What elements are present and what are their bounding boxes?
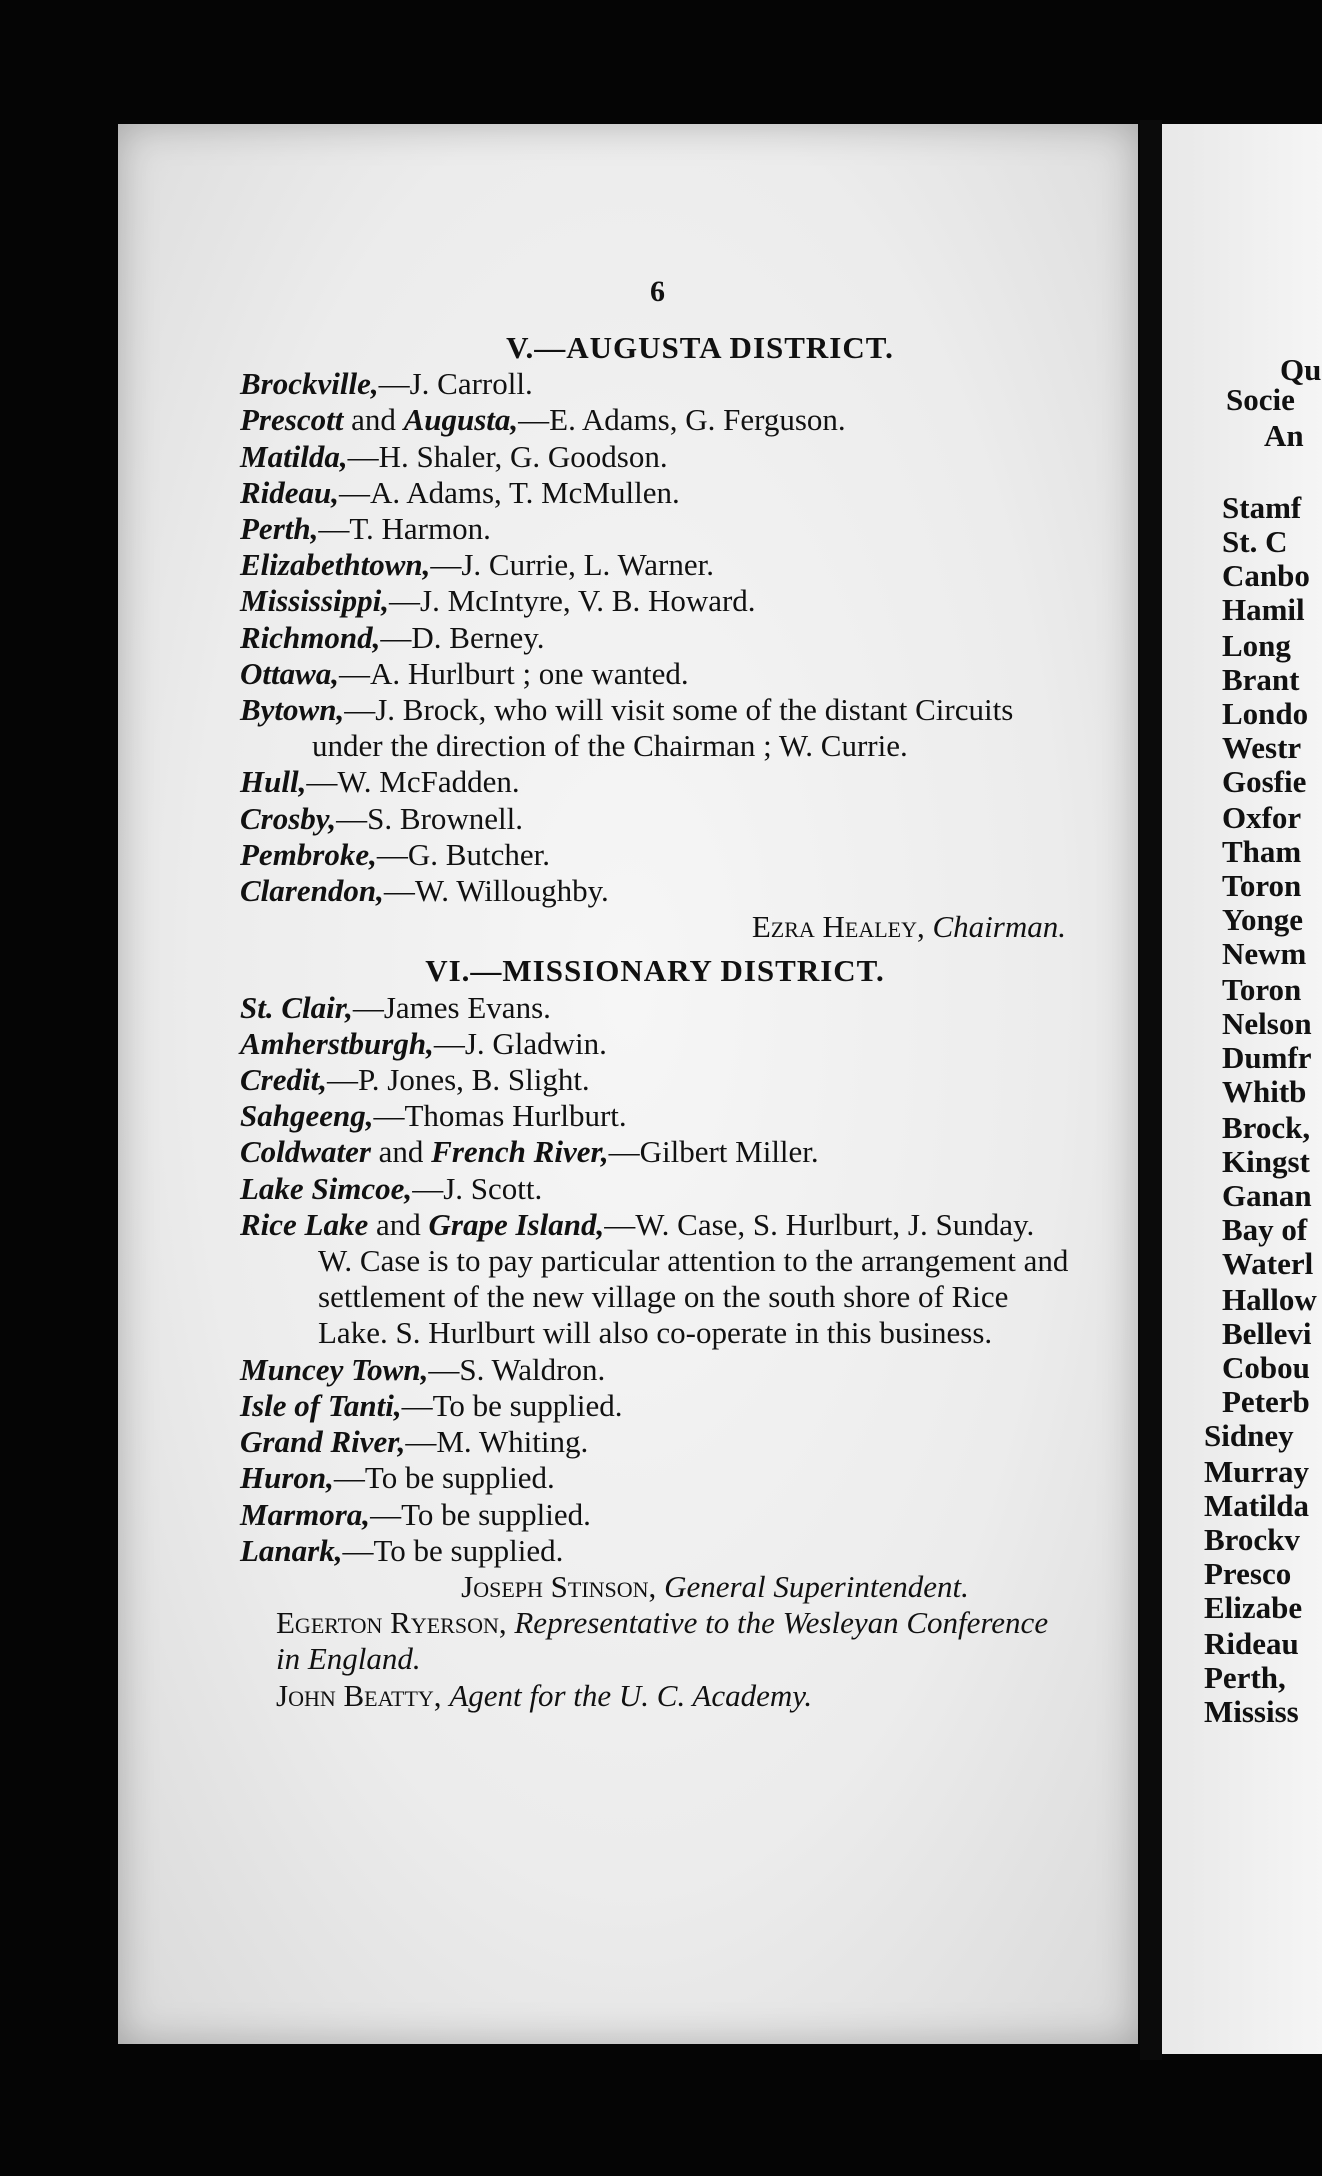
augusta-entry <box>240 801 1070 837</box>
preachers: —J. Carroll. <box>378 366 533 402</box>
right-page-line: Peterb <box>1222 1384 1310 1419</box>
missionary-entry <box>240 1352 1070 1388</box>
missionary-entries <box>240 990 1070 1569</box>
right-page-line: Whitb <box>1222 1074 1307 1109</box>
preachers: —To be supplied. <box>370 1496 591 1532</box>
preachers: —P. Jones, B. Slight. <box>326 1062 590 1098</box>
circuit-name: Grand River, <box>240 1424 406 1460</box>
right-page-line: Perth, <box>1204 1660 1286 1695</box>
circuit-name: Amherstburgh, <box>240 1025 434 1061</box>
preachers: —T. Harmon. <box>318 511 491 547</box>
right-page-line: Tham <box>1222 834 1302 869</box>
right-page-line: Long <box>1222 628 1291 663</box>
circuit-name: Rideau, <box>240 474 340 510</box>
right-page-line: Dumfr <box>1222 1040 1312 1075</box>
right-page-line: Brockv <box>1204 1522 1300 1557</box>
missionary-entry <box>240 1098 1070 1134</box>
superintendent-title: General Superintendent. <box>664 1568 969 1604</box>
missionary-entry <box>240 1134 1070 1170</box>
preachers: —M. Whiting. <box>405 1424 589 1460</box>
section-heading-missionary: VI.—MISSIONARY DISTRICT. <box>425 953 885 989</box>
preachers: —S. Waldron. <box>428 1351 606 1387</box>
circuit-name: St. Clair, <box>240 989 353 1025</box>
circuit-name: Elizabethtown, <box>240 547 431 583</box>
right-page-line: An <box>1264 418 1304 453</box>
missionary-entry <box>240 1062 1070 1098</box>
right-page-line: Toron <box>1222 868 1302 903</box>
chairman-name: Ezra Healey, <box>751 909 925 945</box>
right-page-line: Bay of <box>1222 1212 1308 1247</box>
augusta-entry <box>240 873 1070 909</box>
augusta-entries <box>240 366 1070 909</box>
circuit-name: French River, <box>431 1134 609 1170</box>
representative-note <box>240 1605 1070 1677</box>
preachers: —J. Brock, who will visit some of the distant Circuits under the direction of the Chairman ; W. Currie. <box>312 692 1014 764</box>
circuit-name: Pembroke, <box>240 836 377 872</box>
missionary-entry <box>240 1460 1070 1496</box>
page-number: 6 <box>650 275 665 308</box>
chairman-title: Chairman. <box>932 909 1066 945</box>
right-page-line: Socie <box>1226 382 1295 417</box>
augusta-entry <box>240 764 1070 800</box>
circuit-name: Rice Lake <box>240 1206 369 1242</box>
right-page-line: Westr <box>1222 730 1302 765</box>
right-page-line: Kingst <box>1222 1144 1310 1179</box>
preachers: —J. Gladwin. <box>433 1025 607 1061</box>
conjunction: and <box>368 1206 429 1242</box>
right-page-line: Newm <box>1222 936 1307 971</box>
circuit-name: Crosby, <box>240 800 337 836</box>
preachers: —W. Case, S. Hurlburt, J. Sunday. W. Case is to pay particular attention to the arrangement and settlement of the new village on the south shore of Rice Lake. S. Hurlburt will also co-operate in this business. <box>318 1206 1069 1351</box>
augusta-entry <box>240 402 1070 438</box>
chairman-signature <box>240 909 1070 945</box>
right-page-line: Mississ <box>1204 1694 1299 1729</box>
augusta-entry <box>240 547 1070 583</box>
preachers: —J. McIntyre, V. B. Howard. <box>389 583 756 619</box>
right-page-line: Presco <box>1204 1556 1292 1591</box>
missionary-entry <box>240 990 1070 1026</box>
augusta-entry <box>240 475 1070 511</box>
missionary-entry <box>240 1207 1070 1352</box>
right-page-line: Oxfor <box>1222 800 1302 835</box>
circuit-name: Richmond, <box>240 619 381 655</box>
circuit-name: Perth, <box>240 511 319 547</box>
right-page-line: Ganan <box>1222 1178 1312 1213</box>
book-gutter <box>1140 120 1162 2060</box>
preachers: —J. Scott. <box>412 1170 543 1206</box>
missionary-entry <box>240 1533 1070 1569</box>
circuit-name: Huron, <box>240 1460 334 1496</box>
preachers: —W. Willoughby. <box>383 873 609 909</box>
right-page-line: Brock, <box>1222 1110 1311 1145</box>
circuit-name: Clarendon, <box>240 873 384 909</box>
right-page-line: Qu <box>1280 352 1322 387</box>
augusta-entry <box>240 656 1070 692</box>
circuit-name: Ottawa, <box>240 655 340 691</box>
augusta-entry <box>240 511 1070 547</box>
preachers: —To be supplied. <box>342 1532 564 1568</box>
right-page-line: Stamf <box>1222 490 1302 525</box>
superintendent-name: Joseph Stinson, <box>461 1568 657 1604</box>
preachers: —Thomas Hurlburt. <box>373 1098 627 1134</box>
augusta-entry <box>240 366 1070 402</box>
right-page-line: Toron <box>1222 972 1302 1007</box>
right-page-line: Sidney <box>1204 1418 1294 1453</box>
circuit-name: Brockville, <box>240 366 379 402</box>
circuit-name: Mississippi, <box>240 583 390 619</box>
right-page-line: Brant <box>1222 662 1300 697</box>
preachers: —E. Adams, G. Ferguson. <box>518 402 846 438</box>
circuit-name: Bytown, <box>240 692 345 728</box>
superintendent-signature <box>240 1569 1070 1605</box>
circuit-name: Muncey Town, <box>240 1351 429 1387</box>
right-page-line: St. C <box>1222 524 1288 559</box>
right-page-line: Rideau <box>1204 1626 1299 1661</box>
section-heading-augusta: V.—AUGUSTA DISTRICT. <box>506 330 894 365</box>
conjunction: and <box>370 1134 432 1170</box>
missionary-entry <box>240 1497 1070 1533</box>
preachers: —A. Hurlburt ; one wanted. <box>339 655 689 691</box>
circuit-name: Marmora, <box>240 1496 371 1532</box>
agent-note <box>240 1678 1070 1714</box>
circuit-name: Matilda, <box>240 438 348 474</box>
right-page-line: Bellevi <box>1222 1316 1312 1351</box>
right-page-line: Cobou <box>1222 1350 1310 1385</box>
circuit-name: Isle of Tanti, <box>240 1387 402 1423</box>
agent-name: John Beatty, <box>276 1677 442 1713</box>
right-page-line: Londo <box>1222 696 1309 731</box>
right-page-line: Murray <box>1204 1454 1310 1489</box>
circuit-name: Lanark, <box>240 1532 343 1568</box>
preachers: —James Evans. <box>352 989 551 1025</box>
right-page-line: Matilda <box>1204 1488 1310 1523</box>
preachers: —To be supplied. <box>401 1387 623 1423</box>
circuit-name: Credit, <box>240 1062 327 1098</box>
right-page-line: Canbo <box>1222 558 1310 593</box>
preachers: —G. Butcher. <box>376 836 550 872</box>
right-page-line: Hallow <box>1222 1282 1317 1317</box>
circuit-name: Lake Simcoe, <box>240 1170 413 1206</box>
right-page-line: Nelson <box>1222 1006 1312 1041</box>
preachers: —Gilbert Miller. <box>608 1134 819 1170</box>
augusta-entry <box>240 439 1070 475</box>
missionary-entry <box>240 1171 1070 1207</box>
missionary-entry <box>240 1388 1070 1424</box>
preachers: —A. Adams, T. McMullen. <box>339 474 680 510</box>
missionary-entry <box>240 1424 1070 1460</box>
preachers: —To be supplied. <box>333 1460 555 1496</box>
circuit-name: Coldwater <box>240 1134 371 1170</box>
preachers: —D. Berney. <box>380 619 545 655</box>
preachers: —W. McFadden. <box>306 764 520 800</box>
representative-name: Egerton Ryerson, <box>276 1605 507 1641</box>
missionary-entry <box>240 1026 1070 1062</box>
right-page-line: Hamil <box>1222 592 1305 627</box>
preachers: —J. Currie, L. Warner. <box>430 547 714 583</box>
augusta-entry <box>240 837 1070 873</box>
circuit-name: Hull, <box>240 764 307 800</box>
right-page-line: Yonge <box>1222 902 1303 937</box>
augusta-entry <box>240 620 1070 656</box>
right-page-line: Elizabe <box>1204 1590 1303 1625</box>
preachers: —S. Brownell. <box>336 800 524 836</box>
circuit-name: Grape Island, <box>428 1206 605 1242</box>
circuit-name: Sahgeeng, <box>240 1098 374 1134</box>
representative-title: Representative to the Wesleyan Conference in England. <box>276 1605 1049 1677</box>
circuit-name: Prescott <box>240 402 344 438</box>
circuit-name: Augusta, <box>403 402 519 438</box>
augusta-entry <box>240 583 1070 619</box>
conjunction: and <box>343 402 404 438</box>
preachers: —H. Shaler, G. Goodson. <box>347 438 668 474</box>
agent-title: Agent for the U. C. Academy. <box>449 1677 813 1713</box>
right-page-line: Waterl <box>1222 1246 1314 1281</box>
text-column <box>240 330 1070 1714</box>
augusta-entry <box>240 692 1070 764</box>
right-page-line: Gosfie <box>1222 764 1307 799</box>
